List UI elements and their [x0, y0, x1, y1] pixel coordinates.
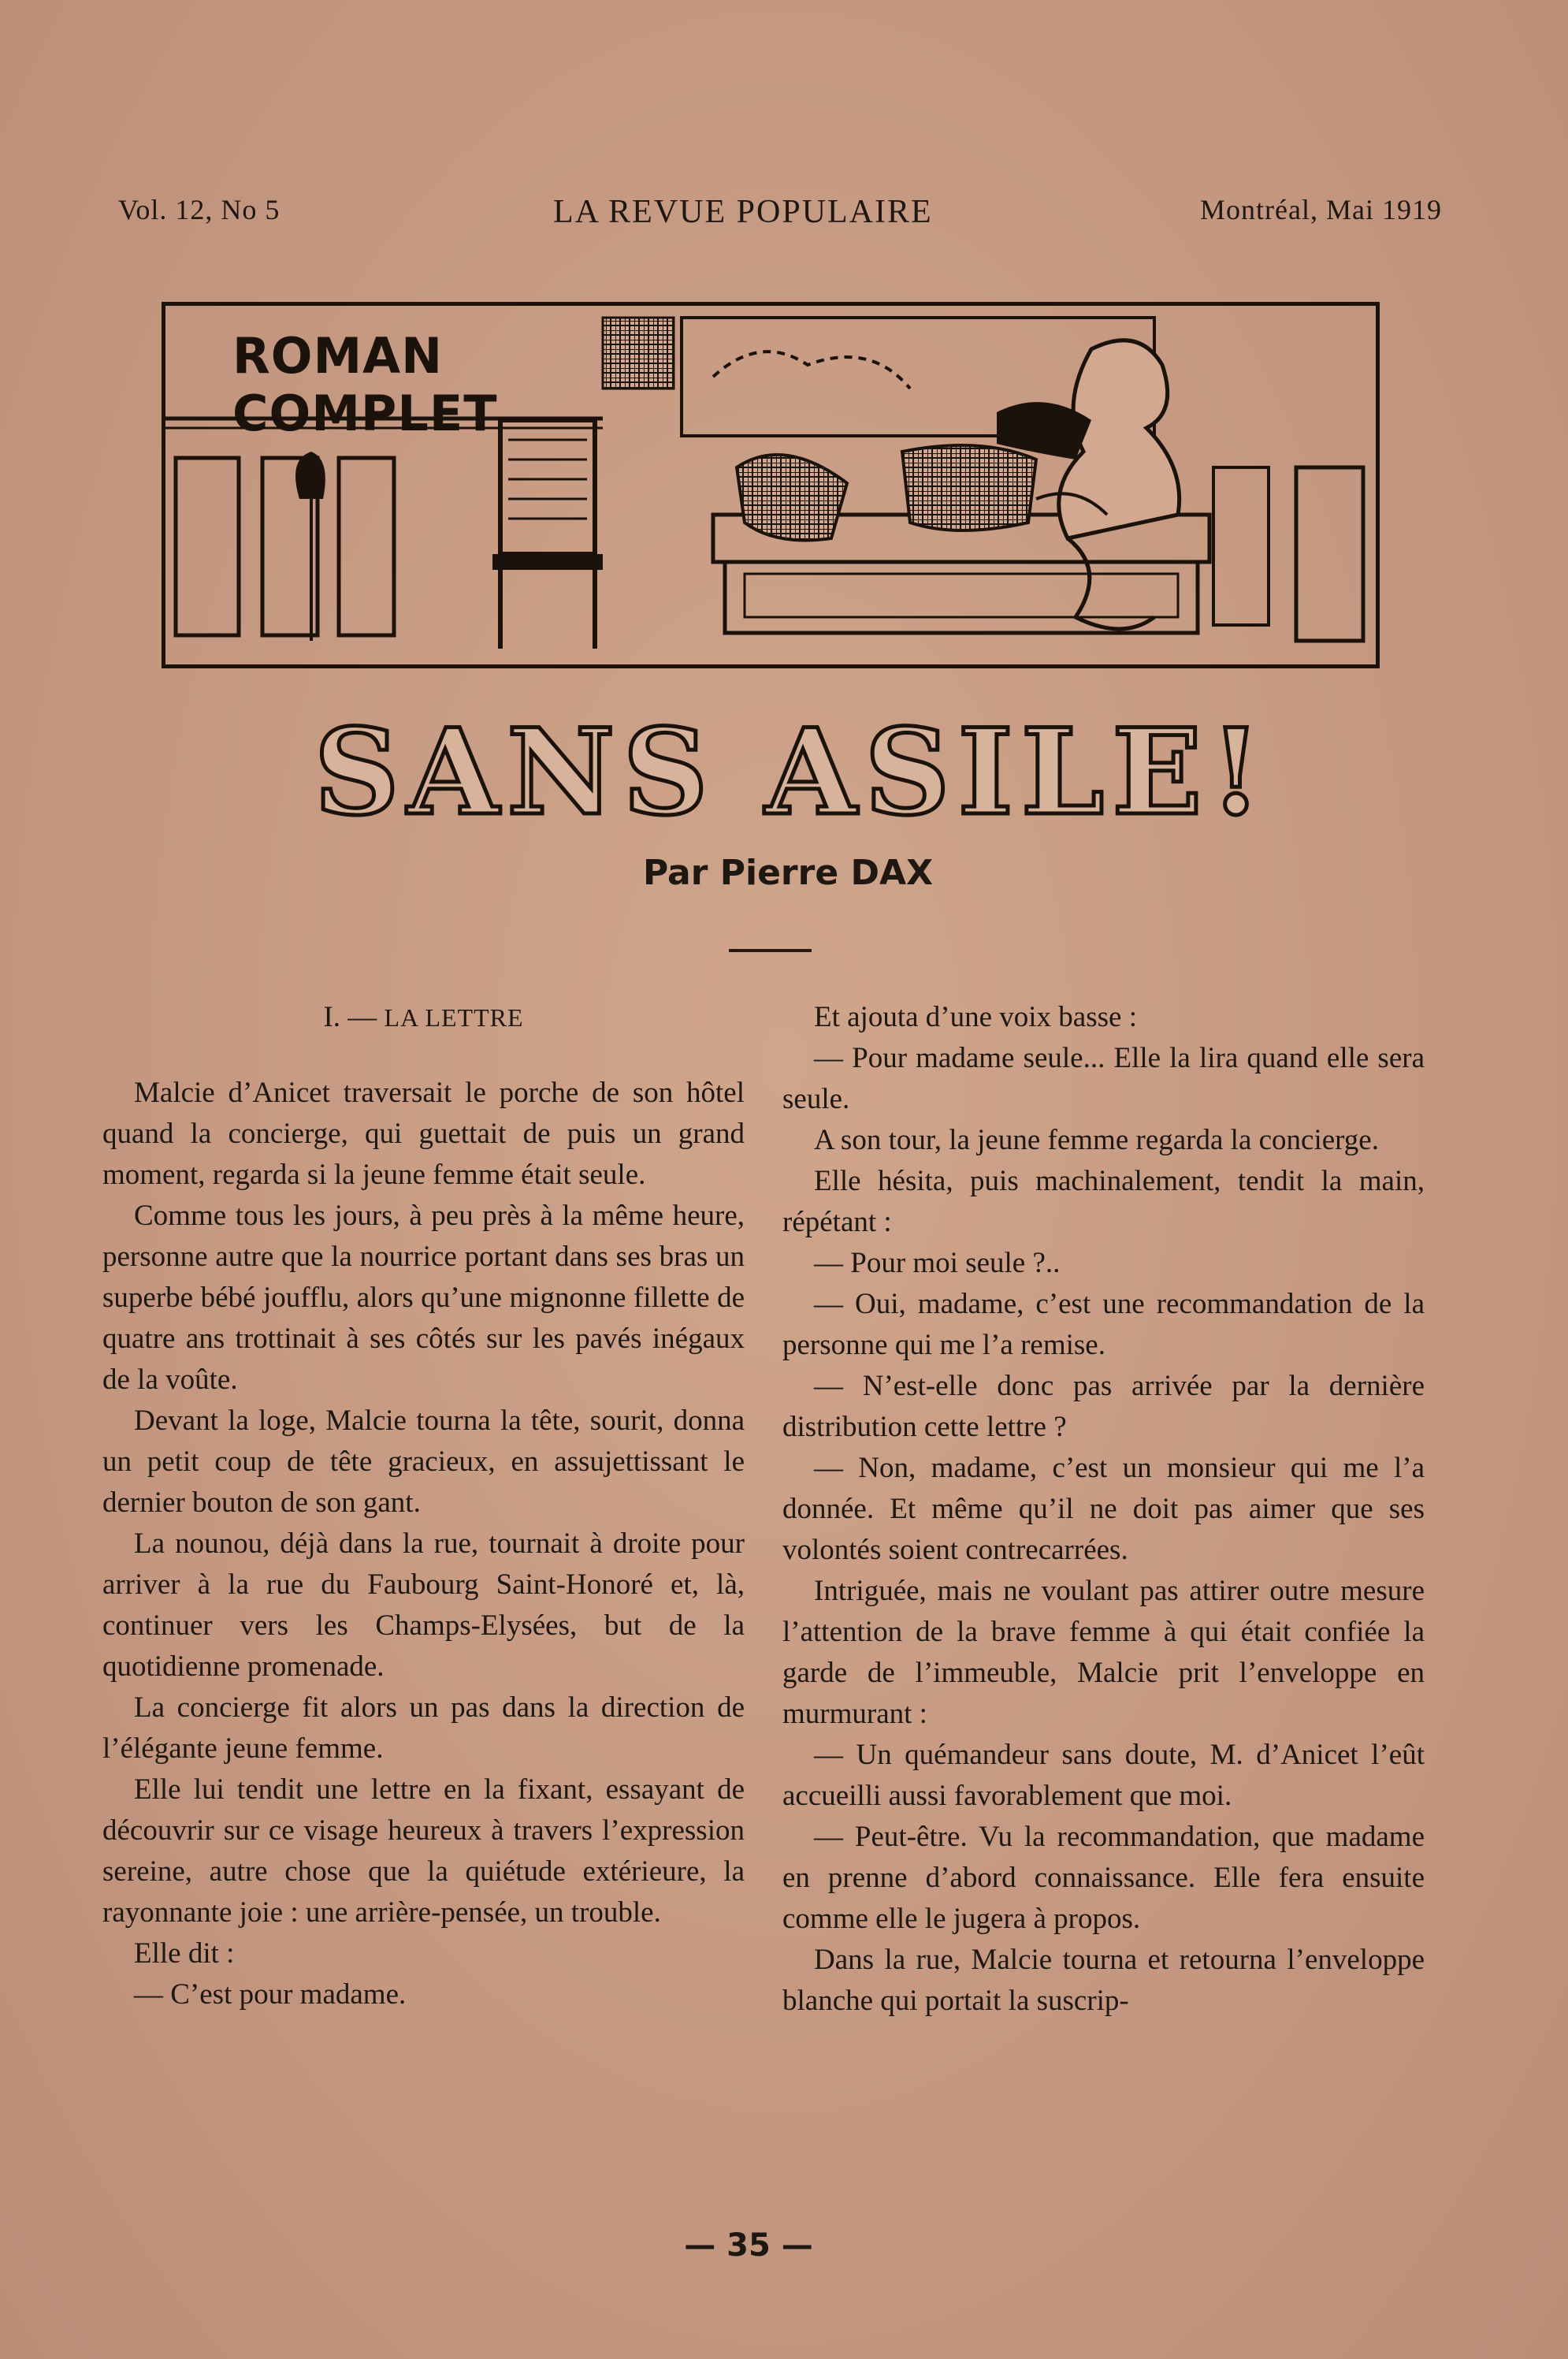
- paragraph: — Pour moi seule ?..: [814, 1247, 1061, 1279]
- issue-date: Montréal, Mai 1919: [1200, 194, 1442, 225]
- page-number: — 35 —: [684, 2227, 813, 2264]
- paragraph: La nounou, déjà dans la rue, tournait à droite pour arriver à la rue du Faubourg Saint-Honoré et, là, continuer vers les Champs-Elysées, but de la quotidienne promenade.: [102, 1527, 745, 1683]
- left-column: [102, 997, 745, 2015]
- story-title: SANS ASILE!: [314, 703, 1270, 842]
- chapter-number: I. —: [323, 1001, 377, 1033]
- paragraph: — Non, madame, c’est un monsieur qui me l’a donnée. Et même qu’il ne doit pas aimer que ses volontés soient contrecarrées.: [782, 1452, 1425, 1566]
- running-header: [118, 193, 1442, 240]
- paragraph: Intriguée, mais ne voulant pas attirer outre mesure l’attention de la brave femme à qui était confiée la garde de l’immeuble, Malcie prit l’enveloppe en murmurant :: [782, 1575, 1425, 1730]
- paragraph: Elle dit :: [134, 1937, 235, 1970]
- chapter-name: LA LETTRE: [384, 1003, 524, 1032]
- paragraph: — N’est-elle donc pas arrivée par la dernière distribution cette lettre ?: [782, 1370, 1425, 1443]
- title-divider: [729, 949, 812, 952]
- paragraph: A son tour, la jeune femme regarda la concierge.: [814, 1124, 1379, 1156]
- paragraph: Et ajouta d’une voix basse :: [814, 1001, 1137, 1033]
- paragraph: Dans la rue, Malcie tourna et retourna l’enveloppe blanche qui portait la suscrip-: [782, 1944, 1425, 2017]
- paragraph: La concierge fit alors un pas dans la direction de l’élégante jeune femme.: [102, 1691, 745, 1765]
- chapter-heading: [102, 997, 745, 1038]
- paragraph: Elle lui tendit une lettre en la fixant, essayant de découvrir sur ce visage heureux à travers l’expression sereine, autre chose que la quiétude extérieure, la rayonnante joie : une arrière-pensée, un trouble.: [102, 1773, 745, 1929]
- right-column: [782, 997, 1425, 2022]
- paragraph: Devant la loge, Malcie tourna la tête, sourit, donna un petit coup de tête gracieux, en assujettissant le dernier bouton de son gant.: [102, 1405, 745, 1519]
- paragraph: — Oui, madame, c’est une recommandation de la personne qui me l’a remise.: [782, 1288, 1425, 1361]
- byline: Par Pierre DAX: [642, 853, 933, 893]
- paragraph: Comme tous les jours, à peu près à la même heure, personne autre que la nourrice portant dans ses bras un superbe bébé joufflu, alors qu’une mignonne fillette de quatre ans trottinait à ses côtés sur les pavés inégaux de la voûte.: [102, 1200, 745, 1396]
- volume-number: Vol. 12, No 5: [118, 194, 281, 225]
- publication-name: LA REVUE POPULAIRE: [553, 194, 933, 230]
- paragraph: Elle hésita, puis machinalement, tendit la main, répétant :: [782, 1165, 1425, 1238]
- paragraph: — Peut-être. Vu la recommandation, que madame en prenne d’abord connaissance. Elle fera ensuite comme elle le jugera à propos.: [782, 1821, 1425, 1935]
- paragraph: — C’est pour madame.: [134, 1978, 407, 2011]
- paragraph: — Pour madame seule... Elle la lira quand elle sera seule.: [782, 1042, 1425, 1115]
- banner-label: ROMAN COMPLET: [232, 327, 498, 442]
- paragraph: Malcie d’Anicet traversait le porche de son hôtel quand la concierge, qui guettait de puis un grand moment, regarda si la jeune femme était seule.: [102, 1077, 745, 1191]
- paragraph: — Un quémandeur sans doute, M. d’Anicet l’eût accueilli aussi favorablement que moi.: [782, 1739, 1425, 1812]
